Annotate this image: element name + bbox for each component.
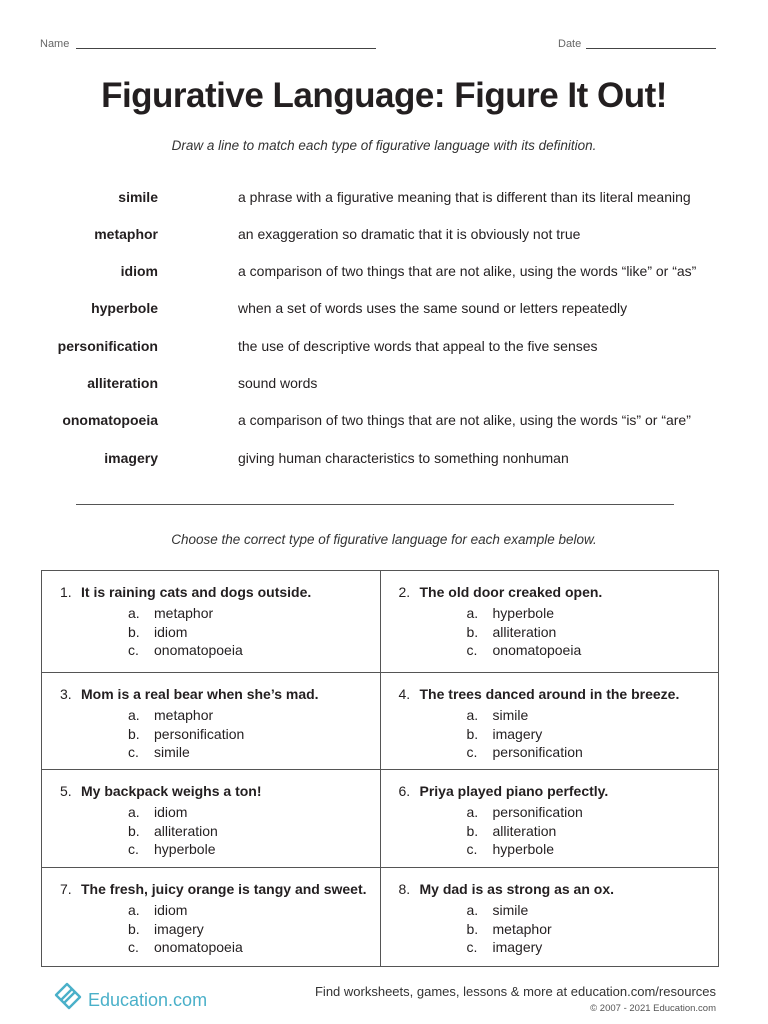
answer-option[interactable]: b. imagery — [128, 920, 204, 937]
question-number: 2. — [398, 584, 411, 600]
question-cell — [42, 770, 381, 868]
match-term[interactable]: idiom — [120, 263, 158, 279]
question-text: My dad is as strong as an ox. — [419, 881, 615, 897]
matching-instructions: Draw a line to match each type of figurative language with its definition. — [171, 138, 597, 153]
match-definition[interactable]: a comparison of two things that are not alike, using the words “is” or “are” — [238, 412, 691, 428]
answer-option[interactable]: c. personification — [466, 744, 583, 761]
question-text: Priya played piano perfectly. — [419, 783, 609, 799]
match-row — [0, 300, 768, 322]
answer-options — [128, 707, 244, 763]
question-number: 1. — [60, 584, 72, 600]
match-term[interactable]: metaphor — [94, 226, 158, 242]
name-label: Name — [40, 38, 70, 50]
match-row — [0, 226, 768, 248]
footer-tagline[interactable]: Find worksheets, games, lessons & more at education.com/resources — [314, 984, 716, 999]
questions-table — [41, 570, 719, 967]
question-cell — [380, 770, 719, 868]
question-cell — [380, 673, 719, 770]
answer-option[interactable]: c. onomatopoeia — [128, 939, 243, 956]
match-row — [0, 375, 768, 397]
answer-option[interactable]: a. hyperbole — [466, 605, 554, 621]
match-row — [0, 450, 768, 472]
question-number: 7. — [60, 881, 72, 897]
answer-option[interactable]: b. alliteration — [128, 822, 218, 839]
match-definition[interactable]: sound words — [238, 375, 318, 391]
question-text: The trees danced around in the breeze. — [419, 686, 680, 702]
answer-option[interactable]: c. simile — [128, 744, 190, 761]
match-row — [0, 189, 768, 211]
answer-option[interactable]: c. imagery — [466, 939, 543, 956]
question-text: It is raining cats and dogs outside. — [81, 584, 312, 600]
answer-options — [128, 902, 243, 958]
answer-option[interactable]: b. personification — [128, 725, 245, 742]
answer-options — [467, 902, 552, 958]
answer-option[interactable]: a. metaphor — [128, 707, 214, 723]
date-label: Date — [558, 38, 582, 50]
answer-option[interactable]: a. metaphor — [128, 605, 214, 621]
answer-option[interactable]: b. alliteration — [466, 623, 557, 640]
question-number: 3. — [60, 686, 72, 702]
match-term[interactable]: hyperbole — [91, 300, 158, 316]
footer-copyright: © 2007 - 2021 Education.com — [590, 1003, 716, 1014]
answer-options — [467, 804, 583, 860]
question-text: The old door creaked open. — [419, 584, 603, 600]
match-term[interactable]: personification — [57, 338, 158, 354]
answer-option[interactable]: c. hyperbole — [466, 841, 554, 858]
question-text: Mom is a real bear when she’s mad. — [81, 686, 319, 702]
answer-option[interactable]: a. simile — [466, 902, 529, 918]
match-definition[interactable]: giving human characteristics to something nonhuman — [238, 450, 569, 466]
answer-option[interactable]: b. imagery — [466, 725, 543, 742]
match-term[interactable]: alliteration — [87, 375, 158, 391]
question-text: The fresh, juicy orange is tangy and sweet. — [81, 881, 367, 897]
question-cell — [42, 571, 381, 673]
match-row — [0, 263, 768, 285]
match-definition[interactable]: a phrase with a figurative meaning that is different than its literal meaning — [238, 189, 691, 205]
answer-option[interactable]: c. hyperbole — [128, 841, 216, 858]
answer-option[interactable]: a. simile — [466, 707, 529, 723]
match-row — [0, 338, 768, 360]
match-term[interactable]: imagery — [104, 450, 158, 466]
match-definition[interactable]: when a set of words uses the same sound or letters repeatedly — [238, 300, 628, 316]
multiple-choice-instructions: Choose the correct type of figurative language for each example below. — [171, 532, 597, 547]
match-definition[interactable]: the use of descriptive words that appeal to the five senses — [238, 338, 598, 354]
date-field[interactable] — [586, 48, 716, 49]
match-row — [0, 412, 768, 434]
answer-options — [467, 707, 583, 763]
question-number: 8. — [398, 881, 411, 897]
answer-option[interactable]: a. idiom — [128, 804, 188, 820]
question-number: 5. — [60, 783, 72, 799]
question-number: 4. — [398, 686, 411, 702]
match-term[interactable]: onomatopoeia — [62, 412, 158, 428]
question-text: My backpack weighs a ton! — [81, 783, 262, 799]
education-logo-icon[interactable] — [52, 978, 86, 1017]
answer-options — [128, 605, 243, 661]
match-term[interactable]: simile — [118, 189, 158, 205]
answer-option[interactable]: c. onomatopoeia — [128, 642, 243, 659]
answer-options — [467, 605, 582, 661]
answer-option[interactable]: b. alliteration — [466, 822, 557, 839]
answer-option[interactable]: c. onomatopoeia — [466, 642, 582, 659]
answer-option[interactable]: a. personification — [466, 804, 583, 820]
name-field[interactable] — [76, 48, 376, 49]
worksheet-title: Figurative Language: Figure It Out! — [101, 76, 667, 115]
question-cell — [42, 673, 381, 770]
answer-option[interactable]: b. metaphor — [466, 920, 552, 937]
question-cell — [380, 868, 719, 967]
answer-option[interactable]: b. idiom — [128, 623, 188, 640]
education-logo-text[interactable]: Education.com — [88, 990, 208, 1010]
section-divider — [76, 504, 674, 505]
question-cell — [380, 571, 719, 673]
answer-options — [128, 804, 218, 860]
match-definition[interactable]: a comparison of two things that are not alike, using the words “like” or “as” — [238, 263, 697, 279]
match-definition[interactable]: an exaggeration so dramatic that it is obviously not true — [238, 226, 581, 242]
answer-option[interactable]: a. idiom — [128, 902, 188, 918]
question-cell — [42, 868, 381, 967]
question-number: 6. — [398, 783, 411, 799]
